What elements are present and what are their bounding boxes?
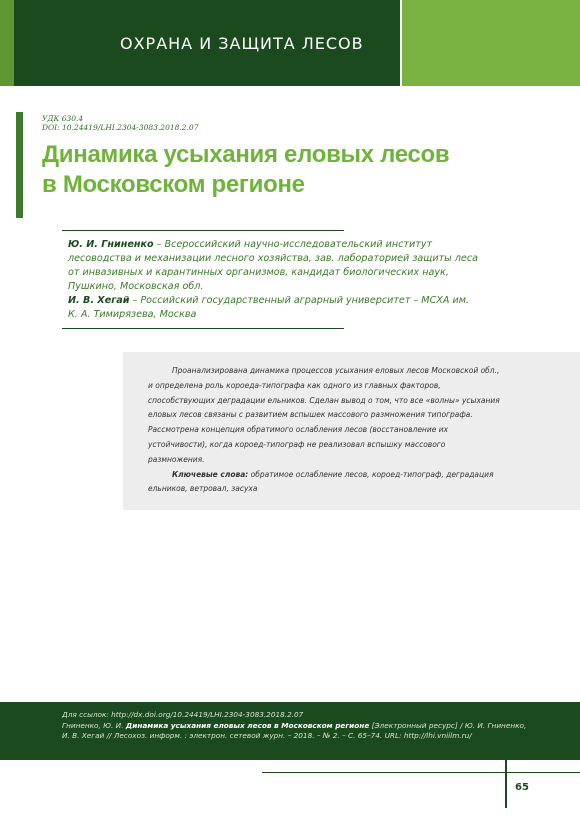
citation-reference	[62, 721, 532, 742]
title-line-2: в Московском регионе	[42, 171, 305, 198]
doi: DOI: 10.24419/LHI.2304-3083.2018.2.07	[42, 123, 199, 132]
keywords-label: Ключевые слова:	[172, 469, 249, 479]
article-meta	[42, 114, 198, 132]
article-title	[42, 140, 542, 200]
page-number: 65	[515, 782, 529, 793]
header-right-block	[402, 0, 580, 86]
footer-rule	[262, 772, 580, 773]
abstract	[148, 364, 504, 497]
authors-block	[68, 238, 478, 322]
keywords-list: обратимое ослабление лесов, короед-типограф, деградация ельников, ветровал, засуха	[148, 469, 494, 494]
abstract-text: Проанализирована динамика процессов усыхания еловых лесов Московской обл., и определена роль короеда-типографа как одного из главных факторов, способствующих деградации ельников. Сделан вывод о том, что все «волны» усыхания еловых лесов связаны с развитием вспышек массового размножения типографа. Рассмотрена концепция обратимого ослабления лесов (восстановление их устойчивости), когда короед-типограф не реализовал вспышку массового размножения.	[148, 366, 500, 464]
authors-top-rule	[62, 230, 344, 231]
author-1	[68, 238, 478, 294]
citation	[62, 710, 532, 742]
keywords	[148, 468, 504, 498]
authors-bottom-rule	[62, 328, 344, 329]
title-line-1: Динамика усыхания еловых лесов	[42, 141, 450, 168]
author-affiliation: – Российский государственный аграрный университет – МСХА им. К. А. Тимирязева, Москва	[68, 295, 469, 320]
author-2	[68, 294, 478, 322]
citation-author: Гниненко, Ю. И.	[62, 720, 126, 730]
author-affiliation: – Всероссийский научно-исследовательский институт лесоводства и механизации лесного хозяйства, зав. лабораторией защиты леса от инвазивных и карантинных организмов, кандидат биологических наук, Пушкино, Московская обл.	[68, 239, 478, 292]
citation-title: Динамика усыхания еловых лесов в Московском регионе	[125, 720, 370, 730]
title-accent-bar	[16, 112, 23, 218]
page-header	[0, 0, 580, 86]
citation-link: Для ссылок: http://dx.doi.org/10.24419/LHI.2304-3083.2018.2.07	[62, 710, 304, 719]
header-left-stripe	[0, 0, 14, 86]
udc-code: УДК 630.4	[42, 114, 84, 123]
author-name: Ю. И. Гниненко	[68, 239, 154, 250]
citation-details: [Электронный ресурс] / Ю. И. Гниненко, И. В. Хегай // Лесохоз. информ. : электрон. сетевой журн. – 2018. – № 2. – С. 65–74. URL: http://lhi.vniilm.ru/	[62, 720, 527, 740]
footer-divider	[505, 748, 507, 808]
section-title: ОХРАНА И ЗАЩИТА ЛЕСОВ	[120, 34, 364, 53]
author-name: И. В. Хегай	[68, 295, 130, 306]
